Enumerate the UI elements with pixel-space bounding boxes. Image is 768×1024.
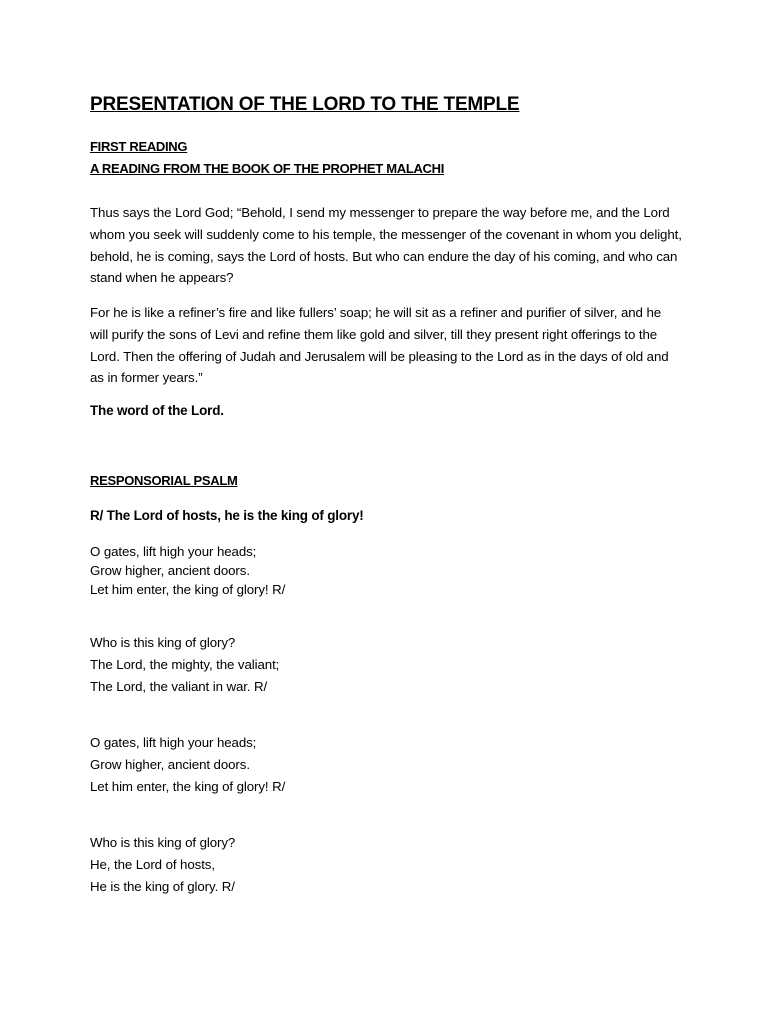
stanza-line: O gates, lift high your heads; (90, 544, 257, 559)
document-page (90, 0, 690, 1024)
psalm-response: R/ The Lord of hosts, he is the king of glory! (90, 508, 364, 523)
stanza-line: Who is this king of glory? (90, 835, 236, 850)
stanza-line: Grow higher, ancient doors. (90, 563, 250, 578)
stanza-line: Let him enter, the king of glory! R/ (90, 582, 286, 597)
psalm-stanza-3 (90, 732, 285, 797)
first-reading-heading: FIRST READING (90, 139, 188, 154)
document-title: PRESENTATION OF THE LORD TO THE TEMPLE (90, 94, 520, 115)
stanza-line: Grow higher, ancient doors. (90, 756, 250, 772)
reading-closing: The word of the Lord. (90, 403, 224, 418)
stanza-line: He is the king of glory. R/ (90, 878, 235, 894)
stanza-line: Who is this king of glory? (90, 635, 236, 650)
psalm-stanza-2 (90, 632, 279, 697)
psalm-heading: RESPONSORIAL PSALM (90, 473, 238, 488)
stanza-line: Let him enter, the king of glory! R/ (90, 778, 286, 794)
reading-paragraph-1: Thus says the Lord God; “Behold, I send my messenger to prepare the way before me, and the Lord whom you seek will suddenly come to his temple, the messenger of the covenant in whom you delight, behold, he is coming, says the Lord of hosts. But who can endure the day of his coming, and who can stand when he appears? (90, 205, 682, 286)
reading-paragraph-2: For he is like a refiner’s fire and like fullers’ soap; he will sit as a refiner and purifier of silver, and he will purify the sons of Levi and refine them like gold and silver, till they present right offerings to the Lord. Then the offering of Judah and Jerusalem will be pleasing to the Lord as in the days of old and as in former years.” (90, 305, 669, 386)
stanza-line: He, the Lord of hosts, (90, 856, 215, 872)
stanza-line: The Lord, the valiant in war. R/ (90, 678, 268, 694)
stanza-line: The Lord, the mighty, the valiant; (90, 656, 280, 672)
stanza-line: O gates, lift high your heads; (90, 735, 257, 750)
reading-source-heading: A READING FROM THE BOOK OF THE PROPHET MALACHI (90, 161, 445, 176)
psalm-stanza-4 (90, 832, 235, 897)
psalm-stanza-1 (90, 542, 285, 599)
